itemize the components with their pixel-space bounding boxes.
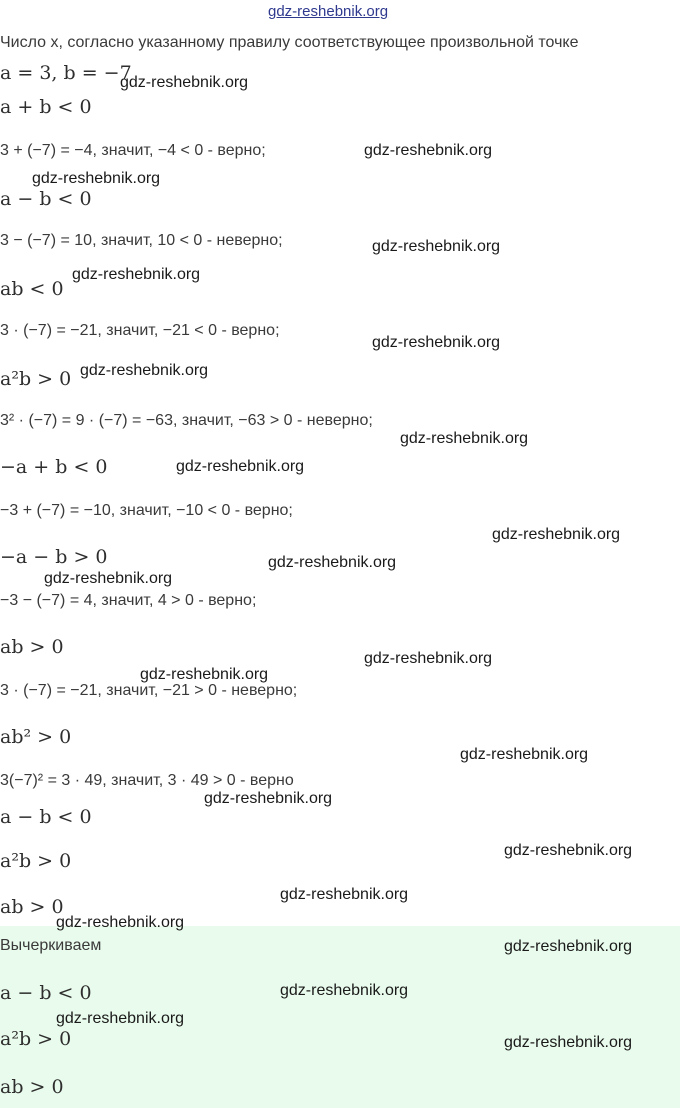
watermark-text: gdz-reshebnik.org <box>372 238 501 255</box>
solution-line: 3² · (−7) = 9 · (−7) = −63, значит, −63 > 0 - неверно; <box>0 412 373 429</box>
solution-line: a²b > 0 <box>0 850 72 872</box>
watermark-text: gdz-reshebnik.org <box>280 886 409 903</box>
site-link[interactable]: gdz-reshebnik.org <box>268 3 389 20</box>
watermark-text: gdz-reshebnik.org <box>80 362 209 379</box>
solution-line: 3 · (−7) = −21, значит, −21 < 0 - верно; <box>0 322 280 339</box>
watermark-text: gdz-reshebnik.org <box>372 334 501 351</box>
watermark-text: gdz-reshebnik.org <box>44 570 173 587</box>
watermark-text: gdz-reshebnik.org <box>32 170 161 187</box>
watermark-text: gdz-reshebnik.org <box>504 842 633 859</box>
watermark-text: gdz-reshebnik.org <box>364 650 493 667</box>
watermark-text: gdz-reshebnik.org <box>56 914 185 931</box>
crossed-out-inequality: a − b < 0 <box>0 982 92 1004</box>
solution-line: 3 + (−7) = −4, значит, −4 < 0 - верно; <box>0 142 266 159</box>
solution-line: −a + b < 0 <box>0 456 108 478</box>
watermark-text: gdz-reshebnik.org <box>504 1034 633 1051</box>
solution-line: 3 · (−7) = −21, значит, −21 > 0 - неверно; <box>0 682 298 699</box>
solution-line: a + b < 0 <box>0 96 92 118</box>
watermark-text: gdz-reshebnik.org <box>56 1010 185 1027</box>
solution-line: ab > 0 <box>0 896 64 918</box>
watermark-text: gdz-reshebnik.org <box>140 666 269 683</box>
crossed-out-inequality: a²b > 0 <box>0 1028 72 1050</box>
watermark-text: gdz-reshebnik.org <box>492 526 621 543</box>
watermark-text: gdz-reshebnik.org <box>72 266 201 283</box>
watermark-text: gdz-reshebnik.org <box>268 554 397 571</box>
watermark-text: gdz-reshebnik.org <box>400 430 529 447</box>
crossed-out-inequality: ab > 0 <box>0 1076 64 1098</box>
solution-line: a²b > 0 <box>0 368 72 390</box>
watermark-text: gdz-reshebnik.org <box>204 790 333 807</box>
solution-line: 3 − (−7) = 10, значит, 10 < 0 - неверно; <box>0 232 283 249</box>
solution-line: ab > 0 <box>0 636 64 658</box>
solution-line: −3 + (−7) = −10, значит, −10 < 0 - верно; <box>0 502 293 519</box>
solution-line: −a − b > 0 <box>0 546 108 568</box>
solution-line: a − b < 0 <box>0 188 92 210</box>
result-label: Вычеркиваем <box>0 937 102 954</box>
solution-line: ab² > 0 <box>0 726 72 748</box>
watermark-text: gdz-reshebnik.org <box>460 746 589 763</box>
solution-line: a − b < 0 <box>0 806 92 828</box>
intro-text: Число x, согласно указанному правилу соответствующее произвольной точке <box>0 34 579 51</box>
solution-line: 3(−7)² = 3 · 49, значит, 3 · 49 > 0 - верно <box>0 772 294 789</box>
solution-line: −3 − (−7) = 4, значит, 4 > 0 - верно; <box>0 592 257 609</box>
watermark-text: gdz-reshebnik.org <box>120 74 249 91</box>
watermark-text: gdz-reshebnik.org <box>176 458 305 475</box>
watermark-text: gdz-reshebnik.org <box>364 142 493 159</box>
solution-line: ab < 0 <box>0 278 64 300</box>
watermark-text: gdz-reshebnik.org <box>504 938 633 955</box>
watermark-text: gdz-reshebnik.org <box>280 982 409 999</box>
solution-line: a = 3, b = −7 <box>0 62 132 84</box>
